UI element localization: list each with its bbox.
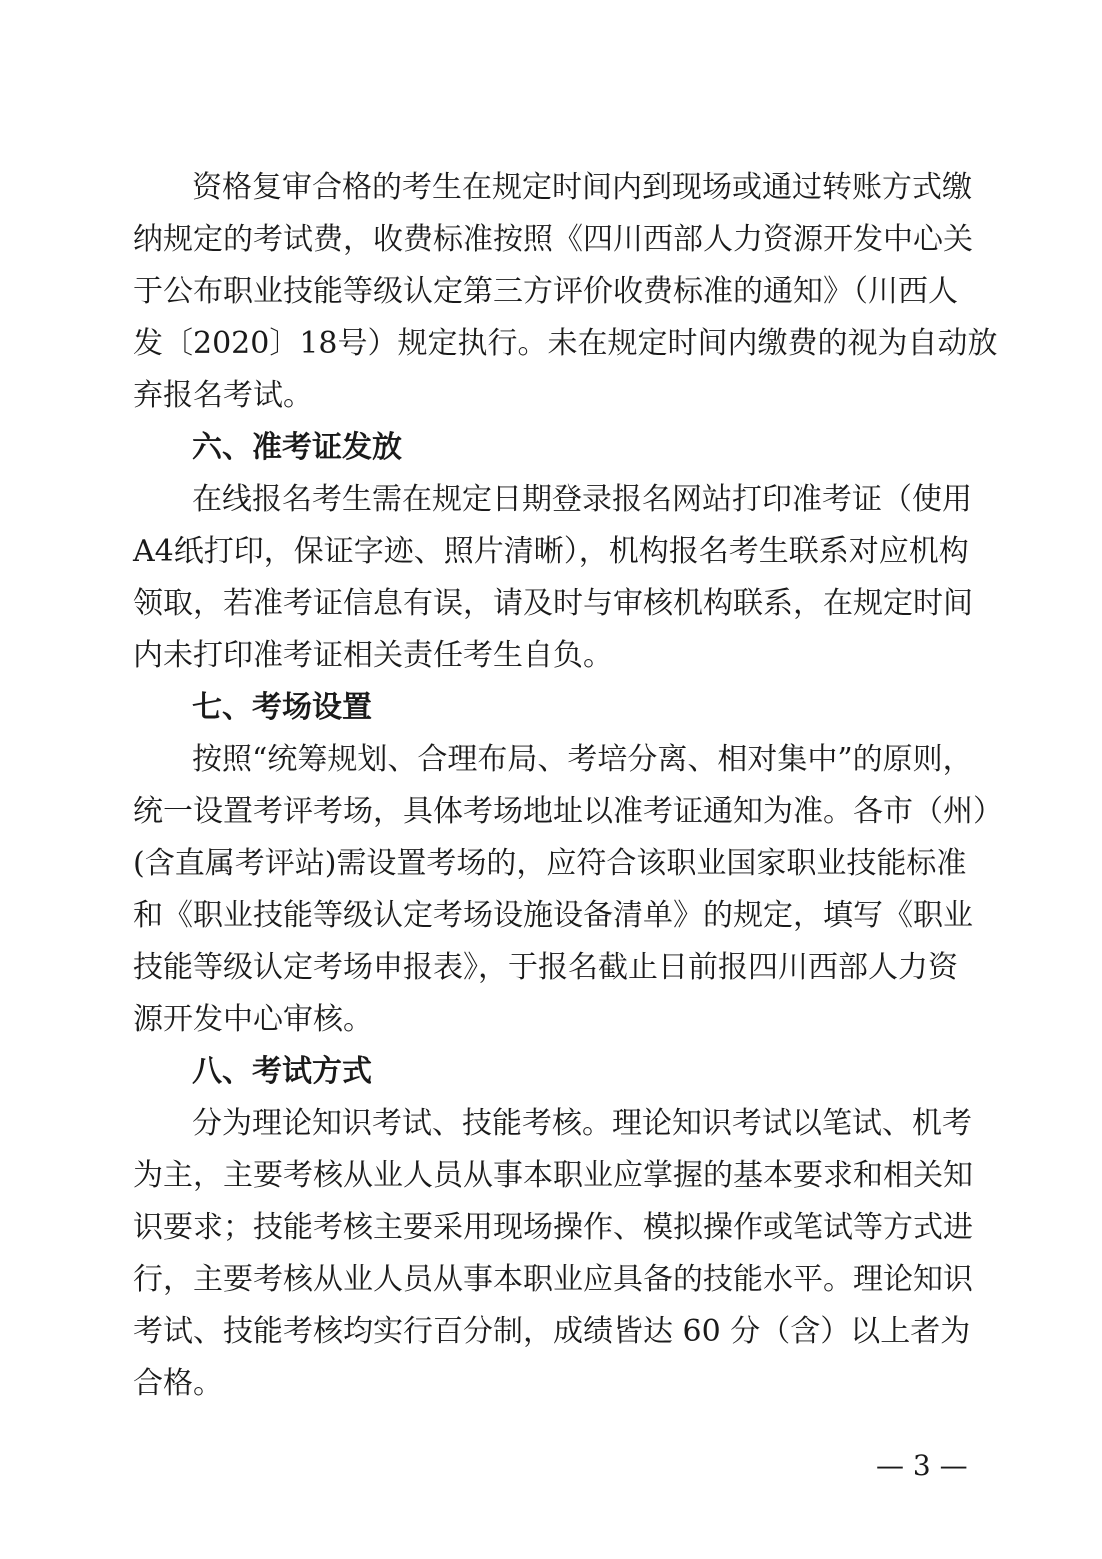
section-heading-admission-ticket: 六、准考证发放: [192, 430, 402, 465]
paragraph-line: (含直属考评站)需设置考场的，应符合该职业国家职业技能标准: [133, 846, 967, 881]
paragraph-line: 考试、技能考核均实行百分制，成绩皆达 60 分（含）以上者为: [133, 1314, 971, 1349]
section-heading-exam-venue: 七、考场设置: [192, 690, 372, 725]
paragraph-line: 弃报名考试。: [133, 378, 313, 413]
paragraph-line: 分为理论知识考试、技能考核。理论知识考试以笔试、机考: [192, 1106, 972, 1141]
paragraph-line: 按照“统筹规划、合理布局、考培分离、相对集中”的原则，: [192, 742, 973, 777]
paragraph-line: 内未打印准考证相关责任考生自负。: [133, 638, 613, 673]
section-heading-exam-method: 八、考试方式: [192, 1054, 372, 1089]
paragraph-line: 源开发中心审核。: [133, 1002, 373, 1037]
paragraph-line: 在线报名考生需在规定日期登录报名网站打印准考证（使用: [192, 482, 972, 517]
page-number: — 3 —: [876, 1449, 968, 1482]
paragraph-line: 行，主要考核从业人员从事本职业应具备的技能水平。理论知识: [133, 1262, 973, 1297]
paragraph-line: 为主，主要考核从业人员从事本职业应掌握的基本要求和相关知: [133, 1158, 973, 1193]
paragraph-line: 纳规定的考试费，收费标准按照《四川西部人力资源开发中心关: [133, 222, 973, 257]
paragraph-line: 资格复审合格的考生在规定时间内到现场或通过转账方式缴: [192, 170, 972, 205]
paragraph-line: 领取，若准考证信息有误，请及时与审核机构联系，在规定时间: [133, 586, 973, 621]
paragraph-line: 合格。: [133, 1366, 223, 1401]
paragraph-line: 和《职业技能等级认定考场设施设备清单》的规定，填写《职业: [133, 898, 973, 933]
paragraph-line: 于公布职业技能等级认定第三方评价收费标准的通知》（川西人: [133, 274, 958, 309]
paragraph-line: 技能等级认定考场申报表》，于报名截止日前报四川西部人力资: [133, 950, 958, 985]
paragraph-line: 识要求；技能考核主要采用现场操作、模拟操作或笔试等方式进: [133, 1210, 973, 1245]
paragraph-line: A4纸打印，保证字迹、照片清晰），机构报名考生联系对应机构: [133, 534, 969, 569]
paragraph-line: 统一设置考评考场，具体考场地址以准考证通知为准。各市（州）: [133, 794, 1003, 829]
paragraph-line: 发〔2020〕18号）规定执行。未在规定时间内缴费的视为自动放: [133, 326, 998, 361]
